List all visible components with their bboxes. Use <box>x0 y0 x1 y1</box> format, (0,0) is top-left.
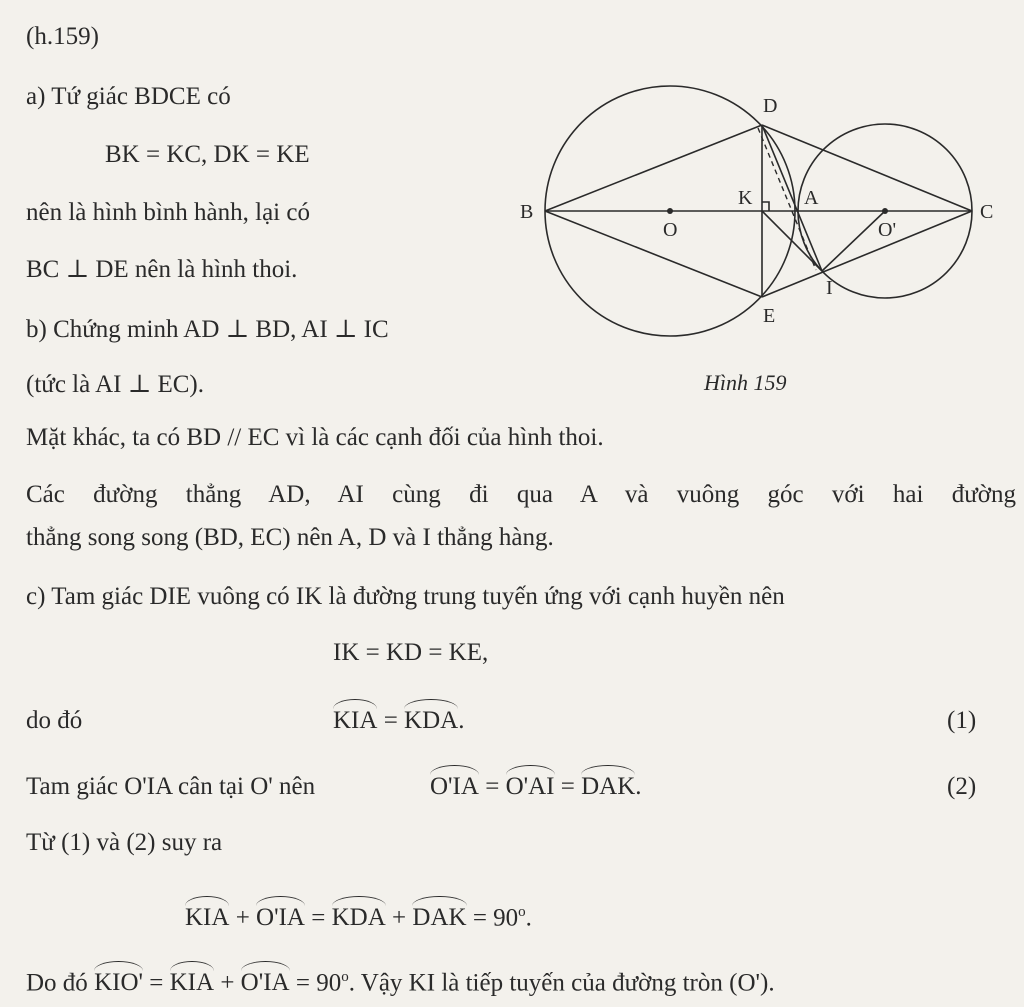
part-b-line-3: Mặt khác, ta có BD // EC vì là các cạnh đối của hình thoi. <box>26 424 604 451</box>
equation-isosceles: O'IA = O'AI = DAK. <box>430 773 642 800</box>
angle-kio: KIO' <box>94 969 144 997</box>
right-angle-marker <box>762 202 769 211</box>
angle-dak: DAK <box>581 773 636 800</box>
angle-oai: O'AI <box>505 773 555 800</box>
label-c: C <box>980 201 994 223</box>
conclusion-suffix: . Vậy KI là tiếp tuyến của đường tròn (O'). <box>348 969 775 997</box>
segment-be <box>545 211 762 297</box>
figure-reference: (h.159) <box>26 23 99 50</box>
center-o <box>667 208 673 214</box>
angle-kda: KDA <box>404 707 459 734</box>
part-b-line-5: thẳng song song (BD, EC) nên A, D và I thẳng hàng. <box>26 524 554 551</box>
part-a-line-1: a) Tứ giác BDCE có <box>26 83 231 110</box>
label-o-prime: O' <box>878 219 897 241</box>
part-a-line-2: BK = KC, DK = KE <box>105 141 310 168</box>
part-b-line-4: Các đường thẳng AD, AI cùng đi qua A và vuông góc với hai đường <box>26 481 1016 508</box>
conclusion-prefix: Do đó <box>26 969 88 997</box>
part-a-line-4: BC ⊥ DE nên là hình thoi. <box>26 256 298 283</box>
angle-kda-2: KDA <box>331 904 386 932</box>
angle-oia-3: O'IA <box>240 969 290 997</box>
part-b-line-1: b) Chứng minh AD ⊥ BD, AI ⊥ IC <box>26 316 389 343</box>
angle-dak-2: DAK <box>412 904 467 932</box>
conclusion-line: Do đó KIO' = KIA + $O'IA = 90^o$. Vậy KI là tiếp tuyến của đường tròn (O'). <box>26 969 775 997</box>
degree-mark: o <box>518 904 526 920</box>
label-d: D <box>763 95 778 117</box>
equation-number-2: (2) <box>947 773 977 800</box>
segment-oi <box>822 211 885 271</box>
segment-ec <box>762 211 972 297</box>
part-c-line-4: Từ (1) và (2) suy ra <box>26 829 223 856</box>
equation-ik-kd-ke: IK = KD = KE, <box>333 639 489 666</box>
angle-kia-2: KIA <box>185 904 230 932</box>
figure-caption: Hình 159 <box>704 370 787 395</box>
angle-oia: O'IA <box>430 773 479 800</box>
label-b: B <box>520 201 534 223</box>
label-a: A <box>804 187 819 209</box>
angle-kia-3: KIA <box>169 969 215 997</box>
equation-kia-kda: KIA = KDA. <box>333 707 465 734</box>
eq3-prefix: Tam giác O'IA cân tại O' nên <box>26 773 316 800</box>
degree-mark-final: o <box>341 969 349 985</box>
part-a-line-3: nên là hình bình hành, lại có <box>26 199 310 226</box>
label-e: E <box>763 305 776 327</box>
label-o: O <box>663 219 678 241</box>
value-90: 90 <box>493 904 519 932</box>
eq2-prefix: do đó <box>26 707 83 734</box>
part-c-line-1: c) Tam giác DIE vuông có IK là đường trung tuyến ứng với cạnh huyền nên <box>26 583 785 610</box>
value-90-final: 90 <box>316 969 342 997</box>
geometry-figure <box>510 78 1010 368</box>
equation-sum-90: KIA + O'IA = KDA + DAK = $90^o$. <box>185 904 532 932</box>
segment-bd <box>545 125 762 211</box>
segment-dc <box>762 125 972 211</box>
part-b-line-2: (tức là AI ⊥ EC). <box>26 371 204 398</box>
label-i: I <box>826 277 833 299</box>
angle-kia: KIA <box>333 707 378 734</box>
label-k: K <box>738 187 753 209</box>
angle-oia-2: O'IA <box>256 904 305 932</box>
equation-number-1: (1) <box>947 707 977 734</box>
center-o-prime <box>882 208 888 214</box>
